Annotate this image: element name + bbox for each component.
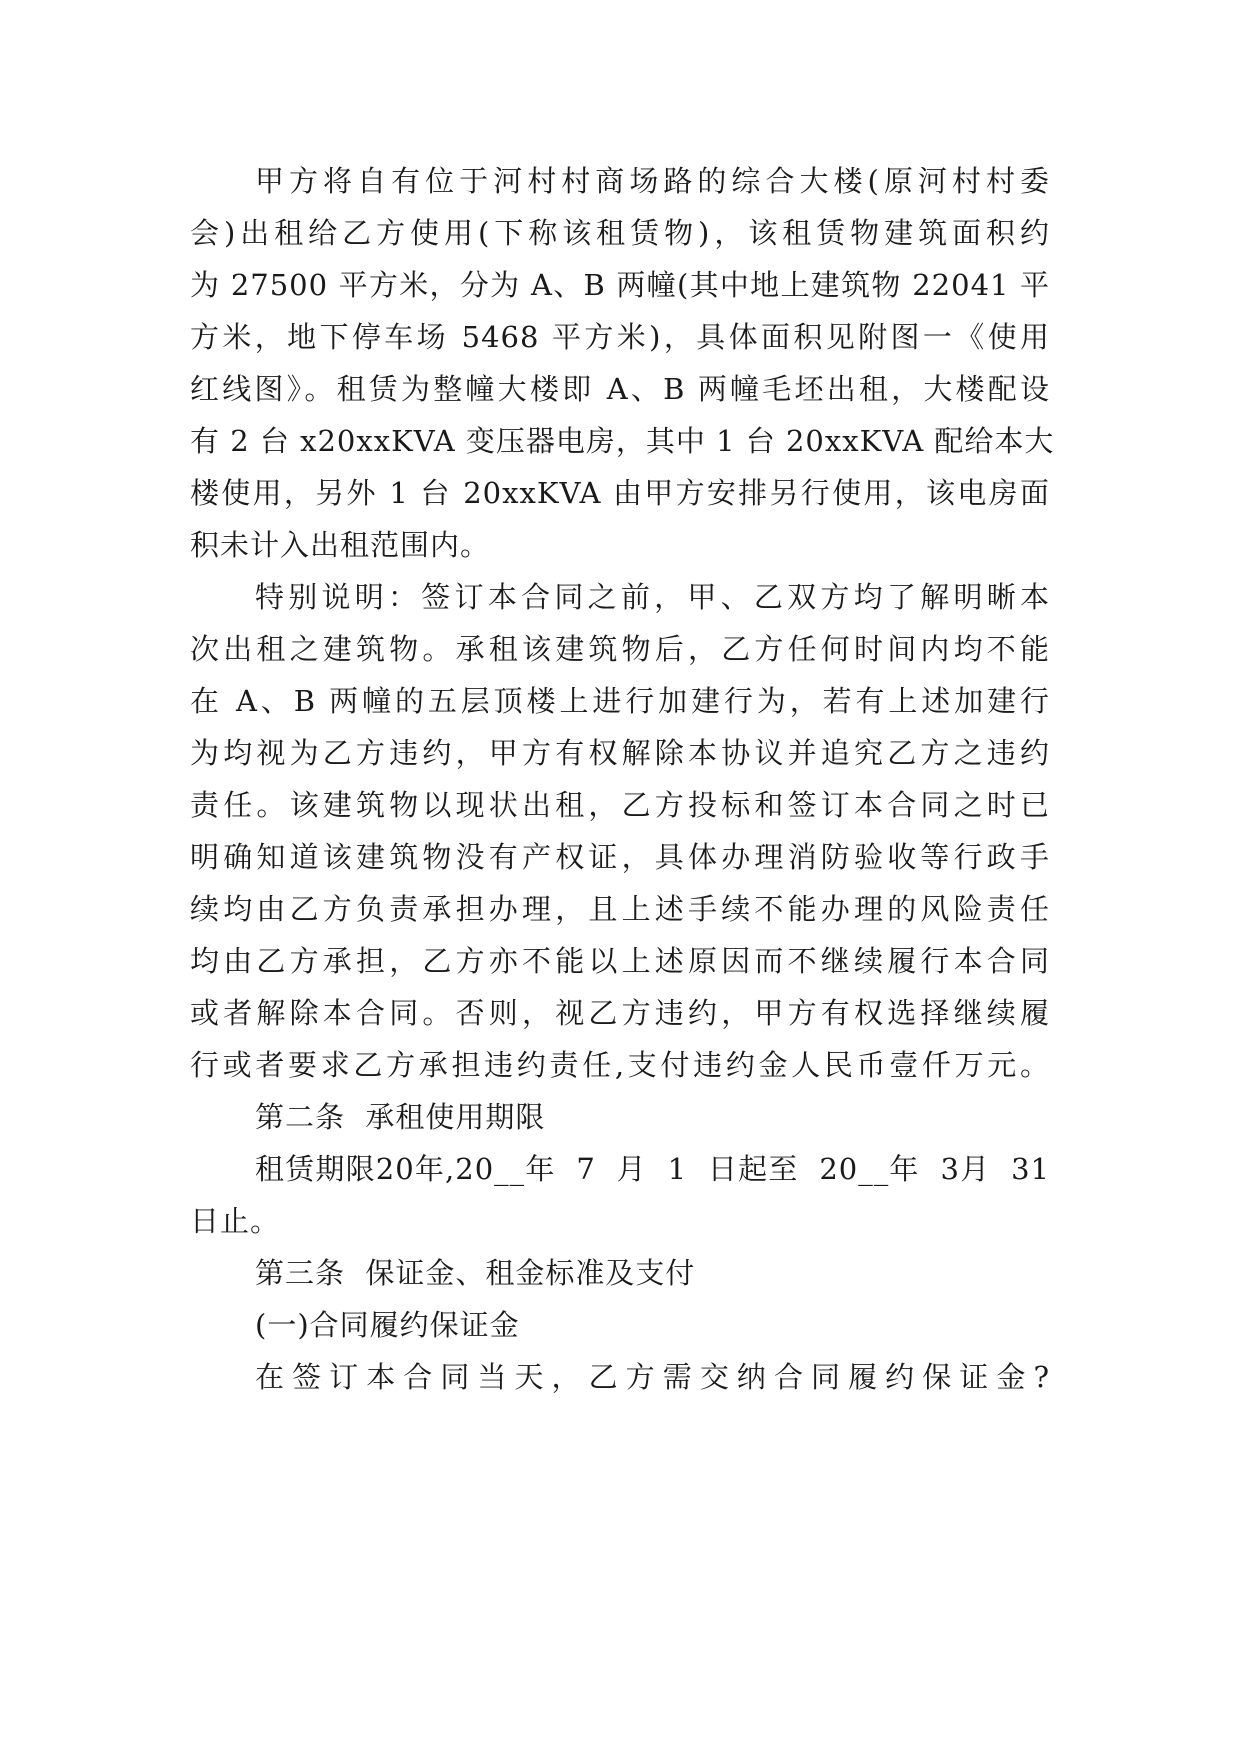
paragraph-line: 红线图》。租赁为整幢大楼即 A、B 两幢毛坯出租，大楼配设 (190, 372, 1050, 406)
paragraph-line: 责任。该建筑物以现状出租，乙方投标和签订本合同之时已 (190, 788, 1050, 822)
paragraph-line: 在签订本合同当天，乙方需交纳合同履约保证金? (255, 1360, 1050, 1394)
paragraph-line: 续均由乙方负责承担办理，且上述手续不能办理的风险责任 (190, 892, 1050, 926)
paragraph-line: 积未计入出租范围内。 (190, 528, 491, 562)
paragraph-line: 日止。 (190, 1204, 281, 1238)
paragraph-line: 方米，地下停车场 5468 平方米)，具体面积见附图一《使用 (190, 320, 1050, 354)
paragraph-line: 甲方将自有位于河村村商场路的综合大楼(原河村村委 (255, 164, 1050, 198)
paragraph-line: 次出租之建筑物。承租该建筑物后，乙方任何时间内均不能 (190, 632, 1050, 666)
paragraph-line: 为均视为乙方违约，甲方有权解除本协议并追究乙方之违约 (190, 736, 1050, 770)
paragraph-line: 均由乙方承担，乙方亦不能以上述原因而不继续履行本合同 (190, 944, 1050, 978)
subsection-heading: (一)合同履约保证金 (255, 1308, 520, 1342)
paragraph-line: 特别说明：签订本合同之前，甲、乙双方均了解明晰本 (255, 580, 1050, 614)
section-heading: 第三条 保证金、租金标准及支付 (255, 1256, 696, 1290)
paragraph-line: 有 2 台 x20xxKVA 变压器电房，其中 1 台 20xxKVA 配给本大 (190, 424, 1055, 458)
paragraph-line: 行或者要求乙方承担违约责任,支付违约金人民币壹仟万元。 (190, 1048, 1050, 1082)
paragraph-line: 会)出租给乙方使用(下称该租赁物)，该租赁物建筑面积约 (190, 216, 1050, 250)
paragraph-line: 明确知道该建筑物没有产权证，具体办理消防验收等行政手 (190, 840, 1050, 874)
section-heading: 第二条 承租使用期限 (255, 1100, 546, 1134)
paragraph-line: 或者解除本合同。否则，视乙方违约，甲方有权选择继续履 (190, 996, 1050, 1030)
paragraph-line: 租赁期限20年,20__年 7 月 1 日起至 20__年 3月 31 (255, 1152, 1050, 1186)
paragraph-line: 楼使用，另外 1 台 20xxKVA 由甲方安排另行使用，该电房面 (190, 476, 1050, 510)
paragraph-line: 在 A、B 两幢的五层顶楼上进行加建行为，若有上述加建行 (190, 684, 1050, 718)
paragraph-line: 为 27500 平方米，分为 A、B 两幢(其中地上建筑物 22041 平 (190, 268, 1050, 302)
